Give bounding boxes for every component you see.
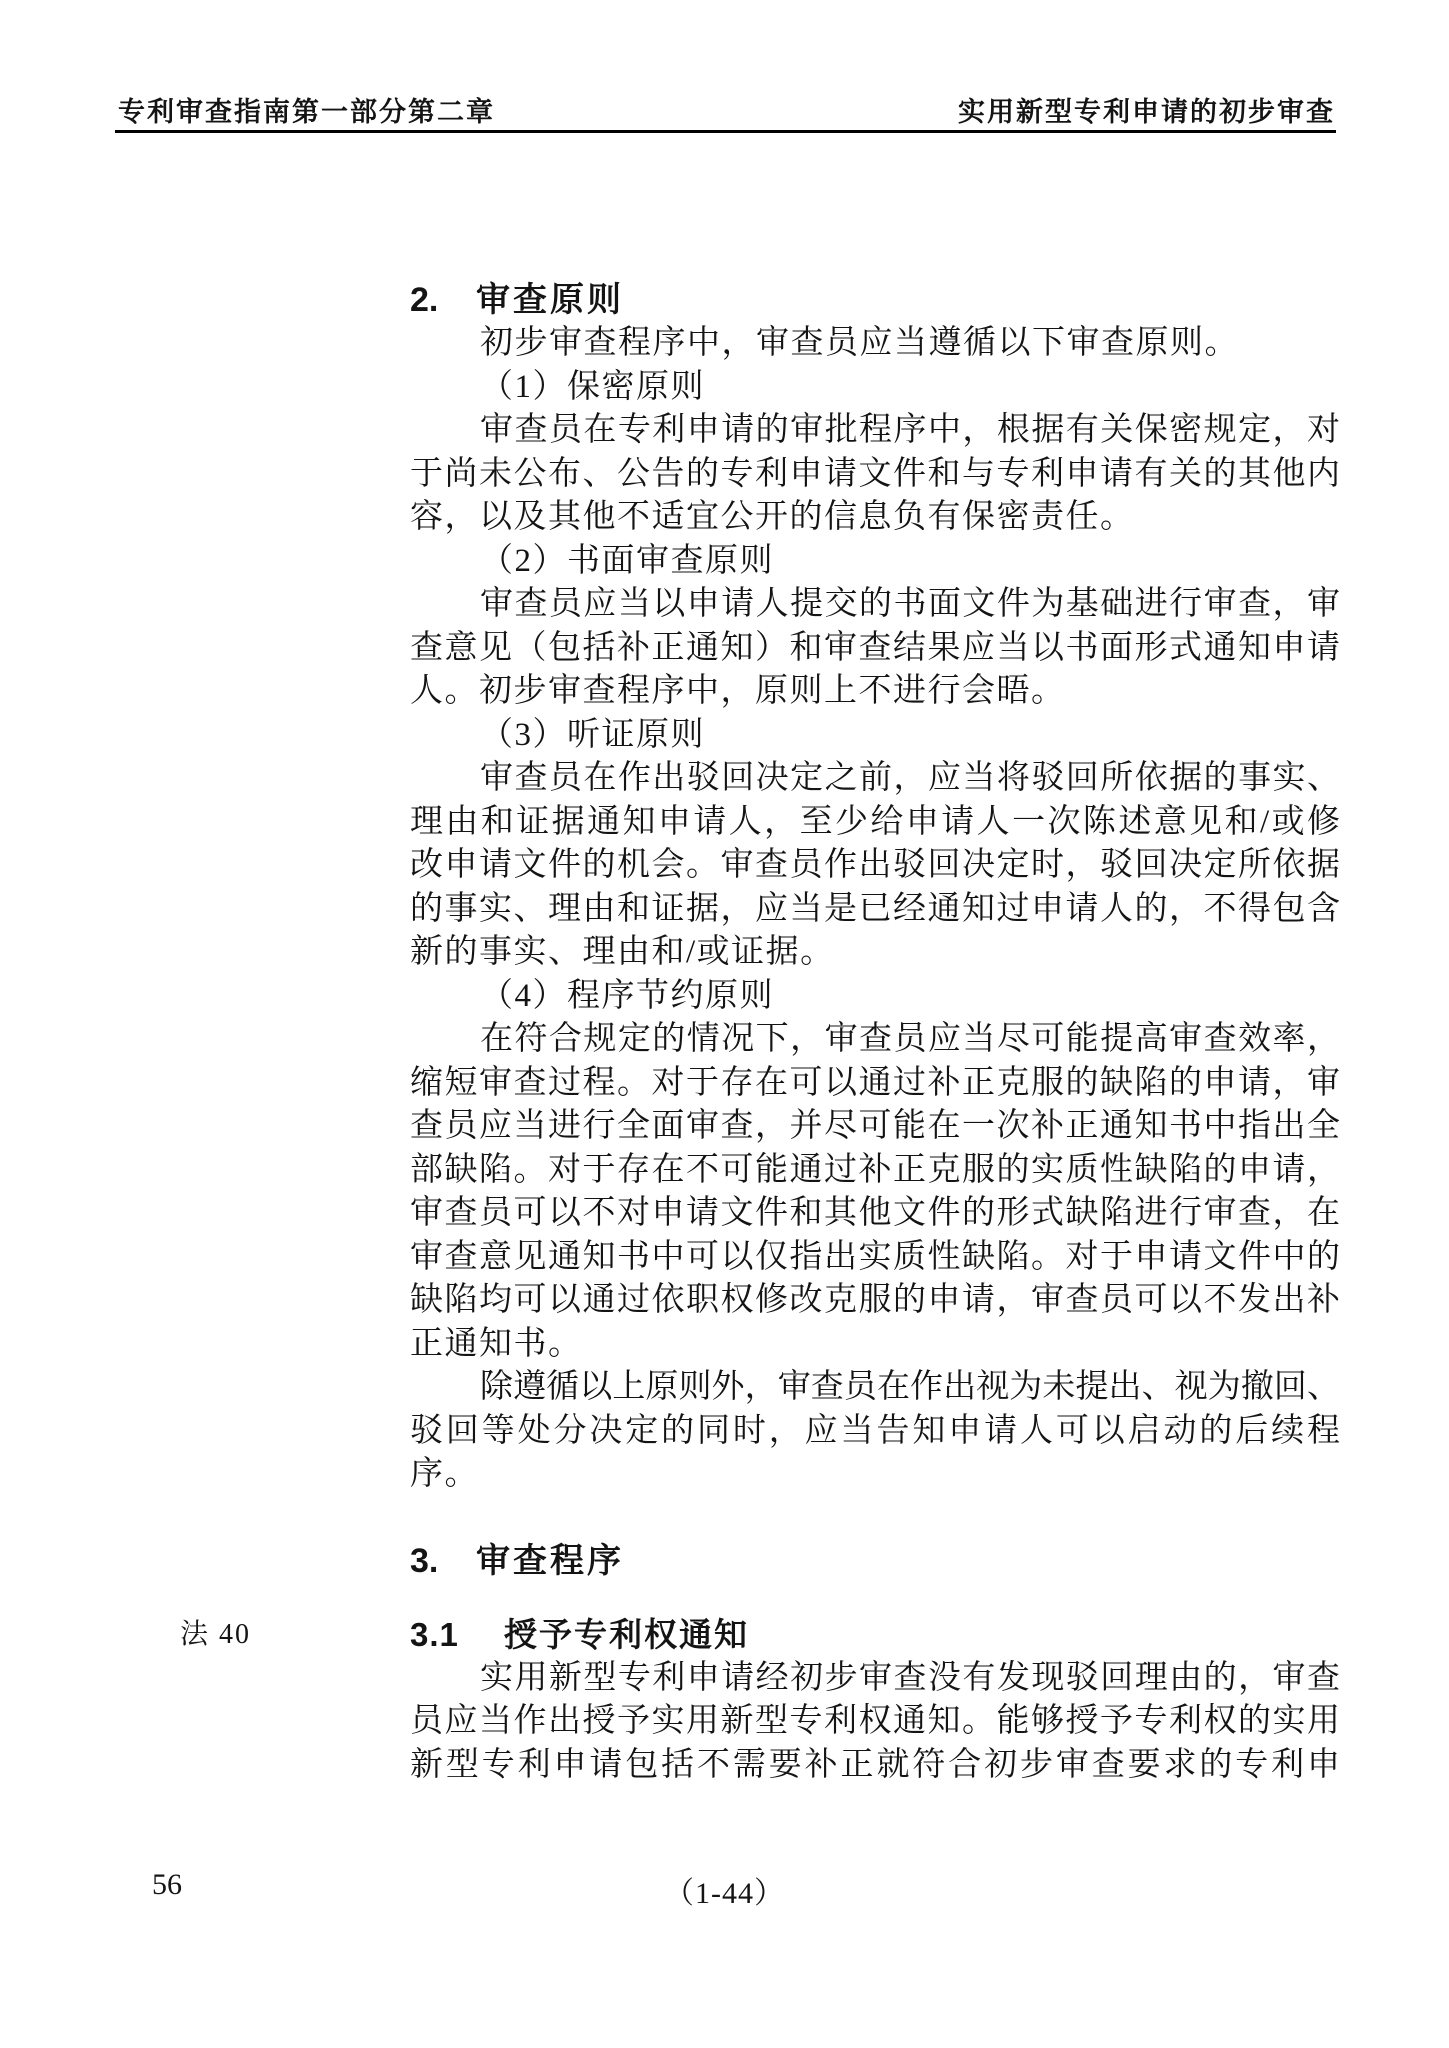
text-line: 查员应当进行全面审查，并尽可能在一次补正通知书中指出全 xyxy=(410,1108,1340,1144)
header-right-title: 实用新型专利申请的初步审查 xyxy=(958,97,1335,127)
page-number: 56 xyxy=(152,1868,182,1901)
text-line: 缺陷均可以通过依职权修改克服的申请，审查员可以不发出补 xyxy=(410,1282,1340,1318)
text-line: 理由和证据通知申请人，至少给申请人一次陈述意见和/或修 xyxy=(410,803,1340,840)
section-heading xyxy=(180,1613,1340,1657)
text-line: 的事实、理由和证据，应当是已经通知过申请人的，不得包含 xyxy=(410,890,1340,927)
heading-number: 2. xyxy=(410,281,439,319)
text-line: 新型专利申请包括不需要补正就符合初步审查要求的专利申 xyxy=(410,1746,1340,1783)
text-line: 审查员在作出驳回决定之前，应当将驳回所依据的事实、 xyxy=(480,760,1340,796)
text-line: 新的事实、理由和/或证据。 xyxy=(410,934,835,970)
text-line: （3）听证原则 xyxy=(480,716,705,753)
text-line: 于尚未公布、公告的专利申请文件和与专利申请有关的其他内 xyxy=(410,455,1340,492)
text-line: 在符合规定的情况下，审查员应当尽可能提高审查效率， xyxy=(480,1021,1340,1057)
text-line: （4）程序节约原则 xyxy=(480,977,774,1014)
text-line: （1）保密原则 xyxy=(480,368,705,405)
text-line: 初步审查程序中，审查员应当遵循以下审查原则。 xyxy=(480,325,1239,361)
heading-title: 审查原则 xyxy=(476,281,624,319)
text-line: 审查员应当以申请人提交的书面文件为基础进行审查，审 xyxy=(480,586,1340,622)
text-line: 审查员在专利申请的审批程序中，根据有关保密规定，对 xyxy=(480,412,1340,448)
text-line: 查意见（包括补正通知）和审查结果应当以书面形式通知申请 xyxy=(410,629,1340,666)
heading-title: 授予专利权通知 xyxy=(504,1615,749,1653)
text-line: 实用新型专利申请经初步审查没有发现驳回理由的，审查 xyxy=(480,1659,1340,1696)
text-line: 除遵循以上原则外，审查员在作出视为未提出、视为撤回、 xyxy=(480,1369,1340,1405)
heading-number: 3.1 xyxy=(410,1615,459,1653)
section-heading xyxy=(410,1539,1340,1583)
heading-number: 3. xyxy=(410,1541,439,1580)
header-left-title: 专利审查指南第一部分第二章 xyxy=(118,97,495,127)
text-line: 缩短审查过程。对于存在可以通过补正克服的缺陷的申请，审 xyxy=(410,1064,1340,1101)
text-line: 审查员可以不对申请文件和其他文件的形式缺陷进行审查，在 xyxy=(410,1195,1340,1231)
text-line: （2）书面审查原则 xyxy=(480,542,774,579)
text-line: 改申请文件的机会。审查员作出驳回决定时，驳回决定所依据 xyxy=(410,847,1340,883)
margin-note-law: 法 40 xyxy=(180,1618,252,1650)
section-heading xyxy=(410,278,1340,322)
folio-center: （1-44） xyxy=(664,1877,785,1910)
text-line: 序。 xyxy=(410,1456,479,1492)
heading-title: 审查程序 xyxy=(476,1541,624,1580)
text-line: 员应当作出授予实用新型专利权通知。能够授予专利权的实用 xyxy=(410,1703,1340,1739)
text-line: 审查意见通知书中可以仅指出实质性缺陷。对于申请文件中的 xyxy=(410,1238,1340,1275)
text-line: 驳回等处分决定的同时，应当告知申请人可以启动的后续程 xyxy=(410,1412,1340,1449)
content-area xyxy=(180,278,1340,1787)
text-line: 人。初步审查程序中，原则上不进行会晤。 xyxy=(410,673,1066,709)
text-line: 容，以及其他不适宜公开的信息负有保密责任。 xyxy=(410,499,1135,535)
header-rule xyxy=(115,130,1336,133)
text-line: 正通知书。 xyxy=(410,1325,583,1362)
text-line: 部缺陷。对于存在不可能通过补正克服的实质性缺陷的申请， xyxy=(410,1151,1340,1188)
